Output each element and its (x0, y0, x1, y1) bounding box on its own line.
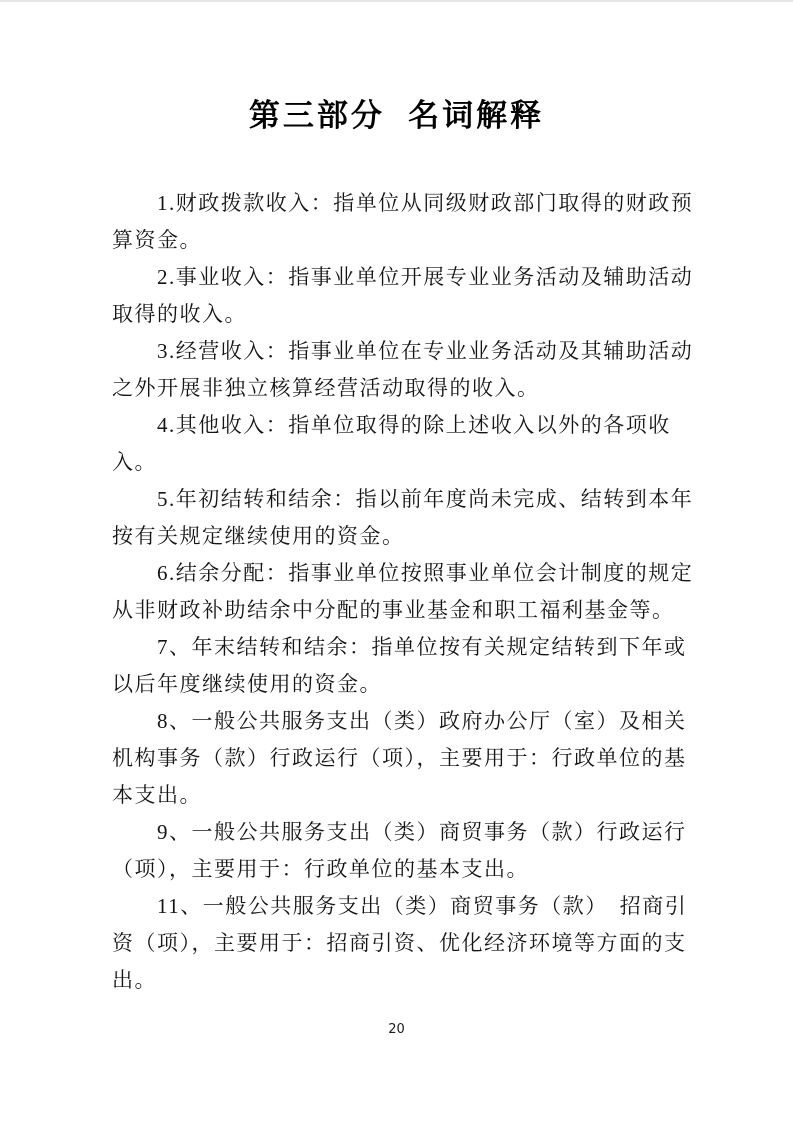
paragraph-line: 按有关规定继续使用的资金。 (112, 524, 405, 548)
paragraph-term-2 (112, 259, 694, 333)
paragraph-line: 以后年度继续使用的资金。 (112, 672, 382, 696)
paragraph-term-9 (112, 814, 687, 888)
paragraph-line: 8、一般公共服务支出（类）政府办公厅（室）及相关 (157, 709, 687, 733)
paragraph-line: 之外开展非独立核算经营活动取得的收入。 (112, 376, 540, 400)
paragraph-line: 机构事务（款）行政运行（项），主要用于：行政单位的基 (112, 746, 687, 770)
paragraph-line: 4.其他收入：指单位取得的除上述收入以外的各项收 (157, 413, 671, 437)
paragraph-line: 1.财政拨款收入：指单位从同级财政部门取得的财政预 (157, 191, 694, 215)
paragraph-line: 资（项），主要用于：招商引资、优化经济环境等方面的支 (112, 931, 687, 955)
paragraph-line: 5.年初结转和结余：指以前年度尚未完成、结转到本年 (157, 487, 694, 511)
paragraph-term-1 (112, 185, 694, 259)
paragraph-line: 3.经营收入：指事业单位在专业业务活动及其辅助活动 (157, 339, 694, 363)
paragraph-term-11 (112, 888, 687, 999)
page-title: 第三部分 名词解释 (248, 98, 545, 133)
paragraph-line: 11、一般公共服务支出（类）商贸事务（款） 招商引 (157, 894, 688, 918)
glossary-body (112, 185, 694, 999)
paragraph-line: 本支出。 (112, 783, 202, 807)
paragraph-term-6 (112, 555, 694, 629)
paragraph-term-4 (112, 407, 687, 481)
paragraph-term-5 (112, 481, 694, 555)
paragraph-term-3 (112, 333, 694, 407)
paragraph-line: （项），主要用于：行政单位的基本支出。 (112, 857, 529, 881)
page-number: 20 (388, 1022, 405, 1037)
paragraph-line: 7、年末结转和结余：指单位按有关规定结转到下年或 (157, 635, 687, 659)
page-top-edge (0, 0, 793, 2)
paragraph-line: 出。 (112, 968, 157, 992)
paragraph-line: 9、一般公共服务支出（类）商贸事务（款）行政运行 (157, 820, 687, 844)
paragraph-line: 取得的收入。 (112, 302, 247, 326)
paragraph-line: 算资金。 (112, 228, 202, 252)
paragraph-line: 入。 (112, 450, 157, 474)
paragraph-line: 2.事业收入：指事业单位开展专业业务活动及辅助活动 (157, 265, 694, 289)
paragraph-term-7 (112, 629, 687, 703)
paragraph-line: 从非财政补助结余中分配的事业基金和职工福利基金等。 (112, 598, 675, 622)
paragraph-term-8 (112, 703, 687, 814)
paragraph-line: 6.结余分配：指事业单位按照事业单位会计制度的规定 (157, 561, 694, 585)
